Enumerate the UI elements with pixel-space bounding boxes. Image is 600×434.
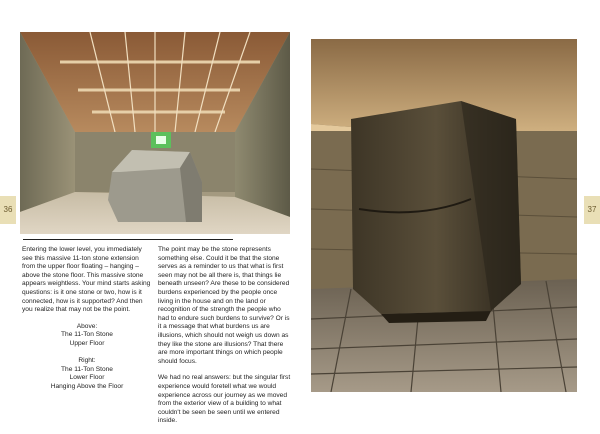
text-column-2: [158, 246, 291, 434]
caption-above: [22, 323, 152, 357]
text-column-1: [22, 246, 152, 392]
caption-above-line1: Above:: [76, 322, 98, 330]
caption-right-line4: Hanging Above the Floor: [50, 382, 124, 390]
caption-above-line3: Upper Floor: [69, 339, 105, 347]
page-number-right: 37: [584, 196, 600, 224]
body-paragraph-2: We had no real answers: but the singular first experience would foretell what we would experience across our journey as we moved from the exterior view of a building to what couldn't be seen be seen until we entered inside.: [158, 374, 291, 425]
page-number-left: 36: [0, 196, 16, 224]
photo-upper-floor-stone: [20, 32, 290, 234]
caption-right-line3: Lower Floor: [69, 374, 105, 382]
intro-paragraph: Entering the lower level, you immediately see this massive 11-ton stone extension from the upper floor floating – hanging – above the stone floor. This massive stone appears weightless. Your mind starts asking questions: is it one stone or two, how is it connected, how is it supported? And then you realize that may not be the point.: [22, 246, 151, 314]
photo-lower-floor-stone: [311, 39, 577, 392]
stone-upper-floor-photo-icon: [20, 32, 290, 234]
divider-rule: [23, 239, 233, 240]
stone-hanging-lower-floor-photo-icon: [311, 39, 577, 392]
body-paragraph-1: The point may be the stone represents something else. Could it be that the stone serves as a reminder to us that what is first seen may not be all there is, that things lie beneath unseen? Are these to be considered burdens experienced by the people once living in the house and on the land or recognition of the strength the people who had to endure such burdens to survive? Or is it a message that what burdens us are illusions, which should not weigh us down as they like the stone are illusions? That there are more important things on which people should focus.: [158, 246, 290, 365]
caption-right-line2: The 11-Ton Stone: [61, 365, 113, 373]
caption-right-line1: Right:: [78, 357, 96, 365]
caption-right: [22, 357, 152, 391]
caption-above-line2: The 11-Ton Stone: [61, 331, 113, 339]
